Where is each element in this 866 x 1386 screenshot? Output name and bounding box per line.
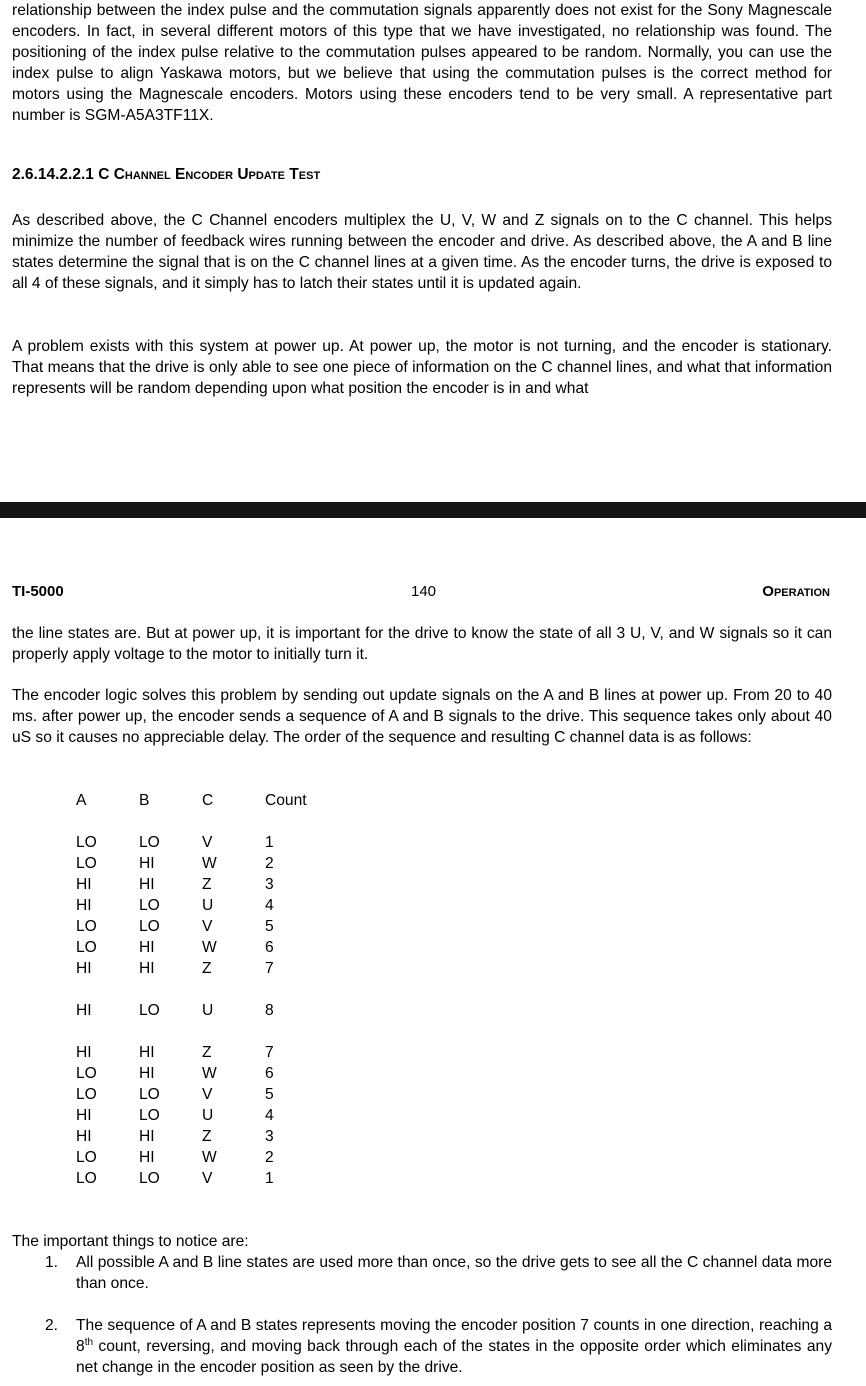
table-cell-b: LO [139, 1002, 160, 1019]
power-up-paragraph: A problem exists with this system at power up. At power up, the motor is not turning, and the encoder is stationary. That means that the drive is only able to see one piece of information on the C channel lines, and what that information represents will be random depending upon what position the encoder is in and what [12, 338, 832, 397]
table-cell-a: LO [76, 855, 97, 872]
list-item-1: All possible A and B line states are used more than once, so the drive gets to see all the C channel data more than once. [76, 1254, 832, 1292]
page-number: 140 [411, 583, 437, 600]
table-cell-c: U [202, 897, 214, 914]
table-cell-count: 6 [265, 1065, 274, 1082]
intro-paragraph: relationship between the index pulse and the commutation signals apparently does not exist for the Sony Magnescale encoders. In fact, in several different motors of this type that we have investigated, no relationship was found. The positioning of the index pulse relative to the commutation pulses appeared to be random. Normally, you can use the index pulse to align Yaskawa motors, but we believe that using the commutation pulses is the correct method for motors using the Magnescale encoders. Motors using these encoders tend to be very small. A representative part number is SGM-A5A3TF11X. [12, 2, 832, 124]
table-cell-a: HI [76, 876, 92, 893]
table-cell-a: LO [76, 834, 97, 851]
table-cell-c: U [202, 1002, 214, 1019]
table-cell-count: 2 [265, 855, 274, 872]
table-cell-count: 4 [265, 897, 274, 914]
table-header-c: C [202, 792, 214, 809]
table-cell-a: HI [76, 1128, 92, 1145]
table-cell-b: HI [139, 876, 155, 893]
table-cell-a: HI [76, 1107, 92, 1124]
table-header-b: B [139, 792, 150, 809]
table-cell-b: HI [139, 1044, 155, 1061]
table-cell-c: W [202, 1065, 217, 1082]
list-intro: The important things to notice are: [12, 1233, 249, 1250]
section-label: Operation [762, 583, 830, 600]
section-number: 2.6.14.2.2.1 [12, 166, 94, 183]
table-cell-a: HI [76, 1002, 92, 1019]
table-cell-count: 7 [265, 960, 274, 977]
doc-id: TI-5000 [12, 583, 64, 600]
table-header-count: Count [265, 792, 307, 809]
table-cell-a: LO [76, 1086, 97, 1103]
table-cell-c: Z [202, 876, 212, 893]
table-cell-count: 1 [265, 1170, 274, 1187]
table-cell-count: 8 [265, 1002, 274, 1019]
table-cell-b: HI [139, 855, 155, 872]
table-cell-count: 7 [265, 1044, 274, 1061]
table-cell-a: LO [76, 1149, 97, 1166]
list-number-2: 2. [45, 1317, 59, 1334]
table-cell-count: 5 [265, 918, 274, 935]
table-cell-b: LO [139, 897, 160, 914]
table-cell-c: W [202, 939, 217, 956]
table-cell-count: 3 [265, 1128, 274, 1145]
table-cell-count: 5 [265, 1086, 274, 1103]
ordinal-suffix: th [84, 1336, 94, 1348]
page-break-divider [0, 502, 866, 518]
encoder-logic-paragraph: The encoder logic solves this problem by sending out update signals on the A and B lines at power up. From 20 to 40 ms. after power up, the encoder sends a sequence of A and B signals to the drive. This sequence takes only about 40 uS so it causes no appreciable delay. The order of the sequence and resulting C channel data is as follows: [12, 687, 832, 746]
section-title: C Channel Encoder Update Test [98, 166, 321, 183]
table-cell-b: LO [139, 834, 160, 851]
table-cell-a: HI [76, 960, 92, 977]
table-cell-b: HI [139, 1149, 155, 1166]
table-cell-b: LO [139, 1086, 160, 1103]
table-cell-c: V [202, 1170, 213, 1187]
table-cell-b: LO [139, 1107, 160, 1124]
table-cell-b: HI [139, 939, 155, 956]
table-cell-count: 3 [265, 876, 274, 893]
table-cell-c: Z [202, 1044, 212, 1061]
table-cell-a: LO [76, 939, 97, 956]
table-cell-c: V [202, 1086, 213, 1103]
list-number-1: 1. [45, 1254, 59, 1271]
table-cell-count: 6 [265, 939, 274, 956]
list-item-2-text-b: count, reversing, and moving back through each of the states in the opposite order which eliminates any net change in the encoder position as seen by the drive. [76, 1338, 832, 1376]
table-cell-b: HI [139, 1065, 155, 1082]
list-item-2 [76, 1315, 832, 1378]
table-cell-b: HI [139, 960, 155, 977]
table-cell-c: W [202, 1149, 217, 1166]
table-cell-c: W [202, 855, 217, 872]
table-cell-c: Z [202, 1128, 212, 1145]
table-cell-b: LO [139, 918, 160, 935]
c-channel-paragraph: As described above, the C Channel encoders multiplex the U, V, W and Z signals on to the C channel. This helps minimize the number of feedback wires running between the encoder and drive. As described above, the A and B line states determine the signal that is on the C channel lines at a given time. As the encoder turns, the drive is exposed to all 4 of these signals, and it simply has to latch their states until it is updated again. [12, 212, 832, 292]
table-cell-c: V [202, 834, 213, 851]
table-cell-a: HI [76, 1044, 92, 1061]
table-cell-a: HI [76, 897, 92, 914]
table-cell-count: 1 [265, 834, 274, 851]
table-header-a: A [76, 792, 87, 809]
table-cell-a: LO [76, 1065, 97, 1082]
table-cell-b: HI [139, 1128, 155, 1145]
table-cell-count: 4 [265, 1107, 274, 1124]
table-cell-c: V [202, 918, 213, 935]
table-cell-b: LO [139, 1170, 160, 1187]
table-cell-count: 2 [265, 1149, 274, 1166]
table-cell-a: LO [76, 918, 97, 935]
section-heading [12, 166, 320, 184]
line-states-paragraph: the line states are. But at power up, it is important for the drive to know the state of all 3 U, V, and W signals so it can properly apply voltage to the motor to initially turn it. [12, 625, 832, 663]
list-item-2-text-a: The sequence of A and B states represents moving the encoder position 7 counts in one direction, reaching a 8 [76, 1317, 832, 1355]
table-cell-a: LO [76, 1170, 97, 1187]
table-cell-c: U [202, 1107, 214, 1124]
table-cell-c: Z [202, 960, 212, 977]
